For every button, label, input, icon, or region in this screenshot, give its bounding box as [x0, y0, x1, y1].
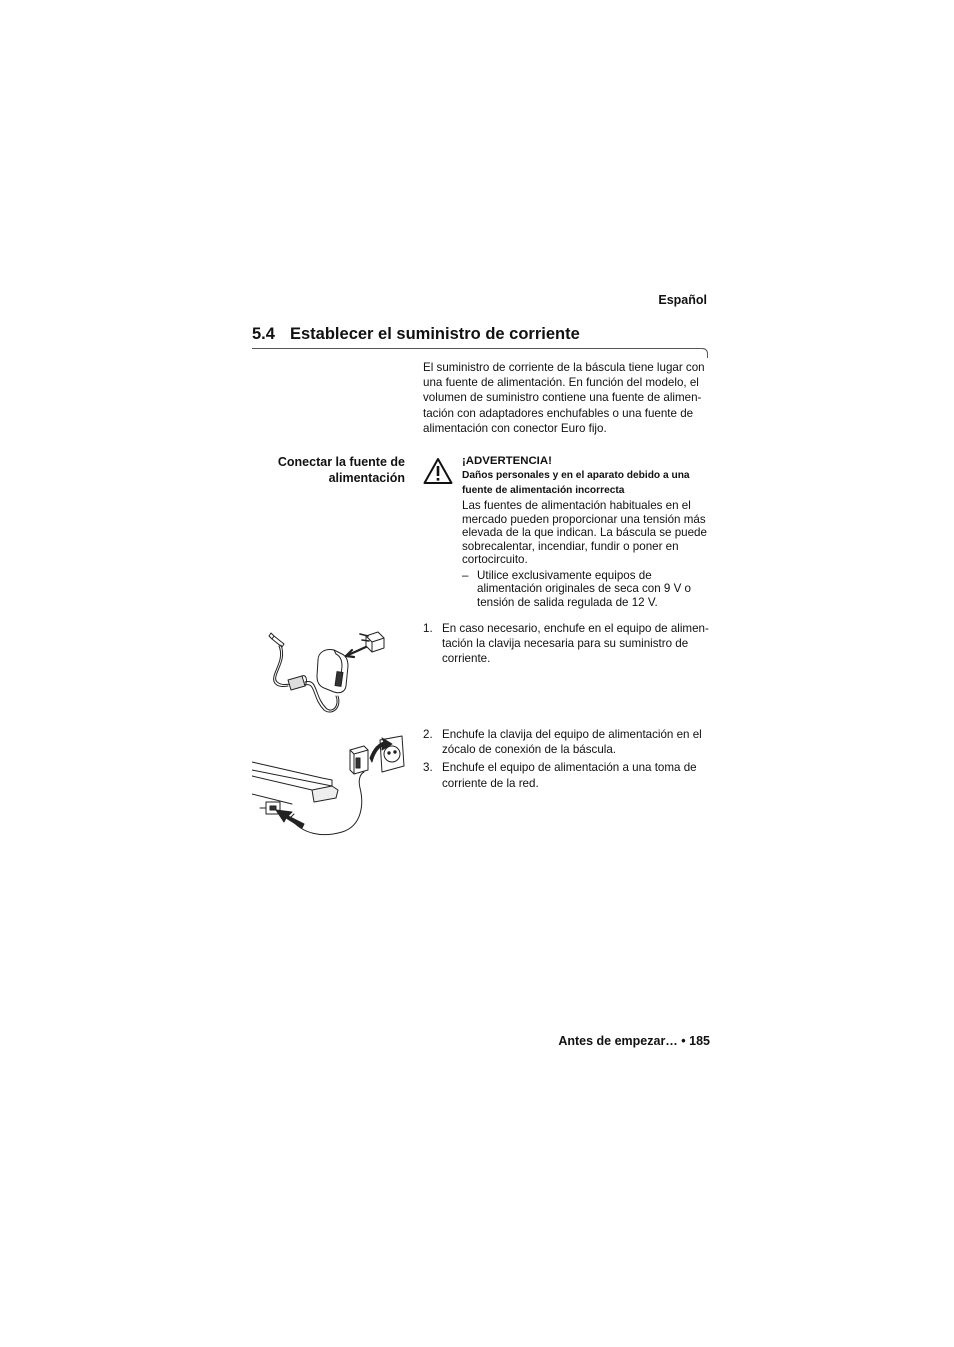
steps-group-1	[423, 621, 713, 667]
list-item	[423, 727, 713, 757]
language-label: Español	[658, 293, 707, 307]
list-item	[423, 621, 713, 667]
warning-body: Las fuentes de alimentación habituales en el mercado pueden proporcionar una tensión más elevada de la que indican. La báscula se puede sobrecalentar, incendiar, fundir o poner en cortocircuito.	[462, 499, 707, 566]
warning-instruction-text: Utilice exclusivamente equipos de alimentación originales de seca con 9 V o tensión de salida regulada de 12 V.	[477, 568, 691, 609]
step-text: Enchufe el equipo de alimentación a una toma de corriente de la red.	[442, 761, 697, 790]
warning-triangle-icon	[423, 457, 453, 485]
warning-block	[462, 454, 714, 609]
warning-instruction	[462, 569, 714, 610]
section-number: 5.4	[252, 325, 275, 343]
dash-bullet: –	[462, 568, 469, 582]
subsection-heading-line2: alimentación	[328, 471, 405, 485]
steps-group-2	[423, 727, 713, 791]
list-item	[423, 760, 713, 790]
power-adapter-illustration	[262, 624, 392, 716]
step-number: 2.	[423, 728, 433, 741]
subsection-heading	[252, 454, 405, 486]
subsection-heading-line1: Conectar la fuente de	[277, 455, 405, 469]
section-title	[252, 325, 580, 344]
scale-connection-illustration	[252, 728, 412, 840]
step-number: 3.	[423, 761, 433, 775]
warning-title: ¡ADVERTENCIA!	[462, 455, 552, 467]
step-number: 1.	[423, 622, 433, 635]
section-rule	[252, 348, 708, 358]
step-text: En caso necesario, enchufe en el equipo de alimen-tación la clavija necesaria para su suministro de corriente.	[442, 622, 709, 666]
step-text: Enchufe la clavija del equipo de alimentación en el zócalo de conexión de la báscula.	[442, 728, 702, 757]
intro-paragraph: El suministro de corriente de la báscula tiene lugar con una fuente de alimentación. En función del modelo, el volumen de suministro contiene una fuente de alimen-tación con adaptadores enchufables o una fuente de alimentación con conector Euro fijo.	[423, 361, 705, 435]
section-title-text: Establecer el suministro de corriente	[290, 325, 580, 343]
warning-subtitle: Daños personales y en el aparato debido a una fuente de alimentación incorrecta	[462, 470, 690, 496]
page-footer: Antes de empezar… • 185	[558, 1034, 710, 1048]
